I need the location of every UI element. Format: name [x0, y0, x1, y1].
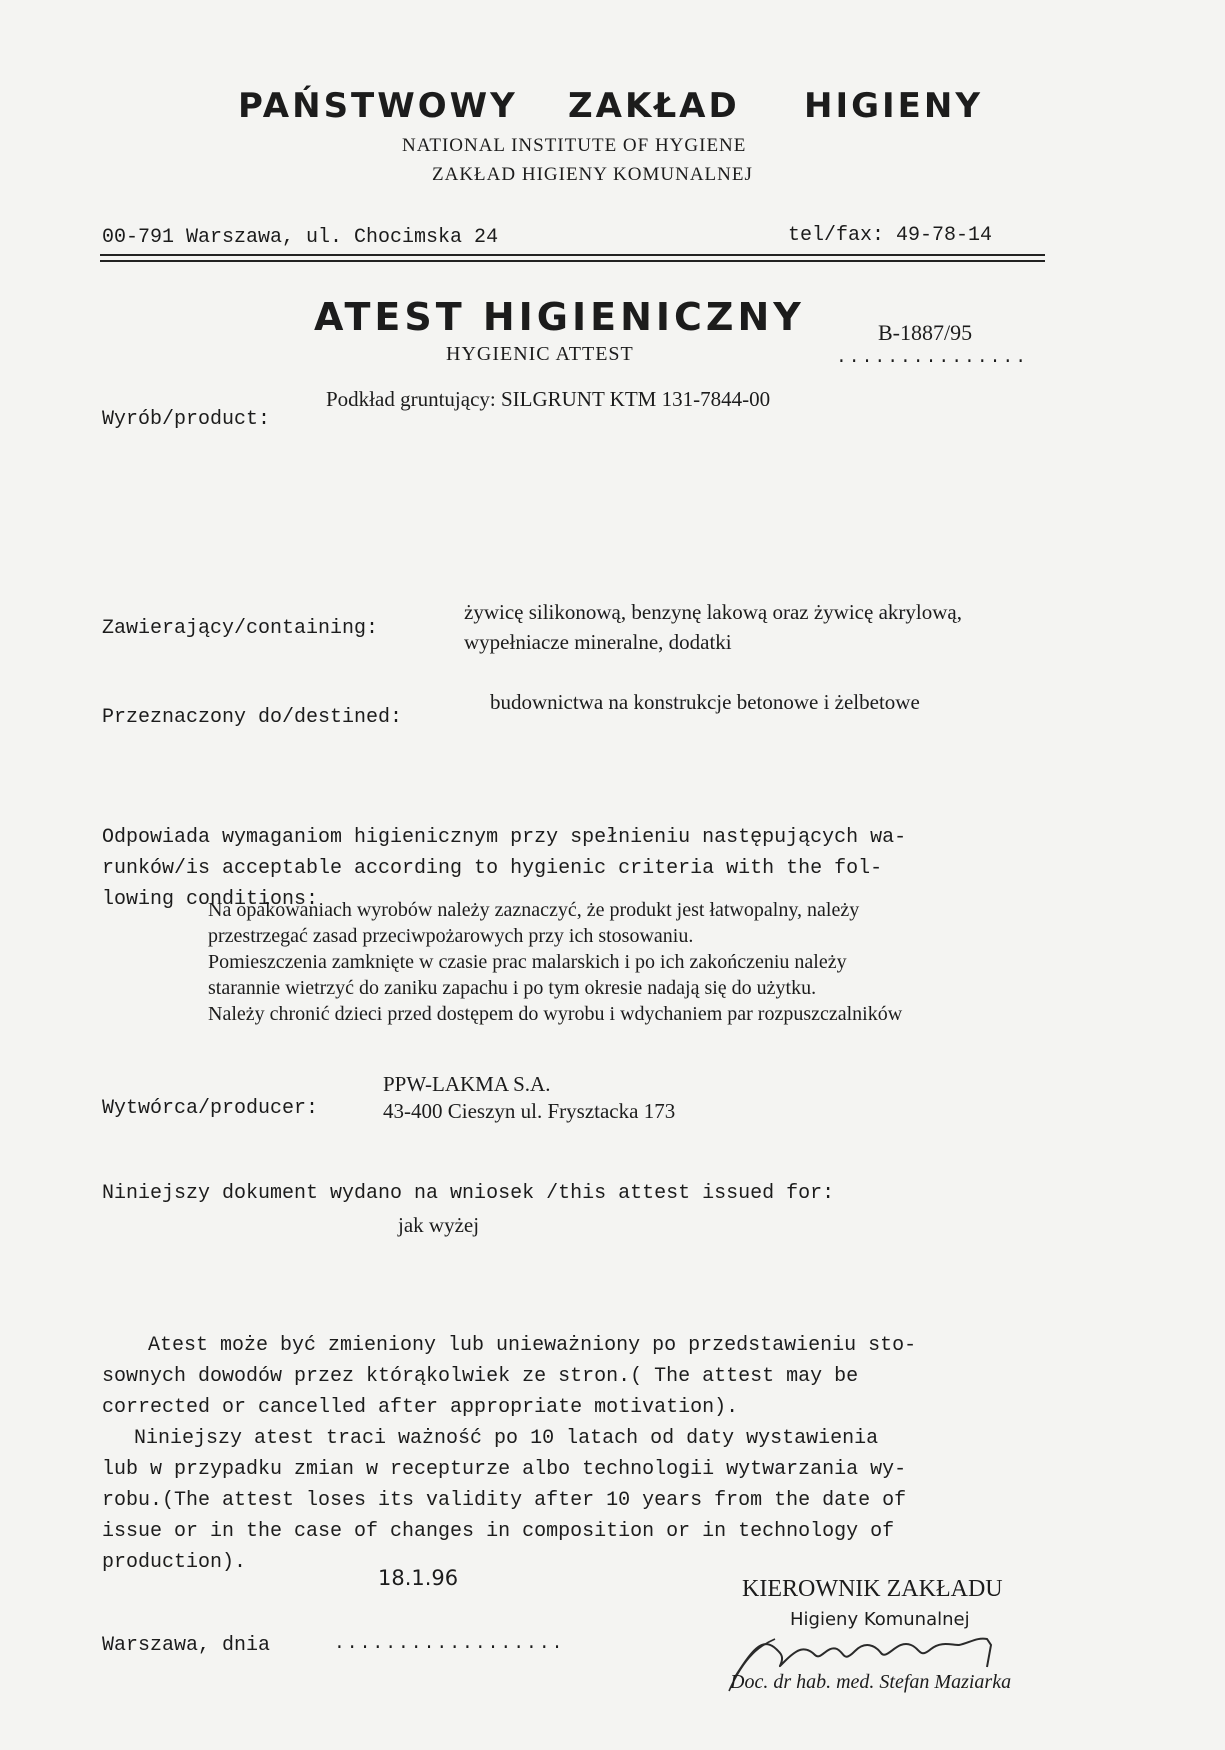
- signatory-name: Doc. dr hab. med. Stefan Maziarka: [730, 1671, 1012, 1693]
- condition-line-2: przestrzegać zasad przeciwpożarowych przy ich stosowaniu.: [208, 925, 694, 947]
- producer-address: 43-400 Cieszyn ul. Frysztacka 173: [383, 1099, 676, 1123]
- note-1-line-3: corrected or cancelled after appropriate motivation).: [102, 1396, 739, 1419]
- issued-for-label: Niniejszy dokument wydano na wniosek /this attest issued for:: [102, 1182, 835, 1205]
- conditions-intro-line-1: Odpowiada wymaganiom higienicznym przy spełnieniu następujących wa-: [102, 826, 907, 849]
- institute-name-part3: HIGIENY: [804, 86, 983, 126]
- producer-name: PPW-LAKMA S.A.: [383, 1072, 551, 1096]
- conditions-intro-line-3: lowing conditions:: [102, 888, 319, 911]
- containing-line-1: żywicę silikonową, benzynę lakową oraz żywicę akrylową,: [464, 600, 962, 624]
- note-2-line-1: Niniejszy atest traci ważność po 10 latach od daty wystawienia: [134, 1427, 879, 1450]
- note-2-line-5: production).: [102, 1551, 247, 1574]
- attest-subtitle: HYGIENIC ATTEST: [446, 343, 634, 365]
- place-date-label: Warszawa, dnia: [102, 1634, 271, 1657]
- institute-phone: tel/fax: 49-78-14: [788, 224, 993, 247]
- attest-number: B-1887/95: [878, 320, 973, 345]
- attest-number-dots: ...............: [836, 348, 1029, 368]
- product-label: Wyrób/product:: [102, 408, 271, 431]
- institute-name-part1: PAŃSTWOWY: [238, 86, 518, 126]
- note-2-line-2: lub w przypadku zmian w recepturze albo technologii wytwarzania wy-: [102, 1458, 907, 1481]
- institute-name-english: NATIONAL INSTITUTE OF HYGIENE: [402, 135, 747, 156]
- issue-date: 18.1.96: [378, 1566, 459, 1590]
- conditions-intro-line-2: runków/is acceptable according to hygienic criteria with the fol-: [102, 857, 883, 880]
- issued-for-value: jak wyżej: [398, 1213, 480, 1237]
- attest-title: ATEST HIGIENICZNY: [314, 295, 805, 339]
- condition-line-1: Na opakowaniach wyrobów należy zaznaczyć, że produkt jest łatwopalny, należy: [208, 899, 860, 921]
- header-rule-top: [100, 254, 1045, 256]
- note-paragraph-1: [102, 1330, 916, 1423]
- department-name: ZAKŁAD HIGIENY KOMUNALNEJ: [432, 164, 753, 185]
- containing-label: Zawierający/containing:: [102, 617, 379, 640]
- institute-name-part2: ZAKŁAD: [568, 86, 740, 126]
- producer-label: Wytwórca/producer:: [102, 1097, 319, 1120]
- conditions-list: [208, 897, 902, 1027]
- header-rule-bottom: [100, 260, 1045, 262]
- condition-line-4: starannie wietrzyć do zaniku zapachu i po tym okresie nadają się do użytku.: [208, 977, 817, 999]
- note-1-line-2: sownych dowodów przez którąkolwiek ze stron.( The attest may be: [102, 1365, 859, 1388]
- note-2-line-3: robu.(The attest loses its validity after 10 years from the date of: [102, 1489, 907, 1512]
- destined-label: Przeznaczony do/destined:: [102, 706, 403, 729]
- place-date-dots: ..................: [334, 1634, 565, 1654]
- condition-line-3: Pomieszczenia zamknięte w czasie prac malarskich i po ich zakończeniu należy: [208, 951, 847, 973]
- note-1-line-1: Atest może być zmieniony lub unieważniony po przedstawieniu sto-: [148, 1334, 917, 1357]
- signatory-department: Higieny Komunalnej: [790, 1609, 970, 1630]
- destined-value: budownictwa na konstrukcje betonowe i żelbetowe: [490, 690, 920, 714]
- product-value: Podkład gruntujący: SILGRUNT KTM 131-7844-00: [326, 387, 771, 411]
- signatory-title: KIEROWNIK ZAKŁADU: [742, 1576, 1003, 1602]
- institute-address: 00-791 Warszawa, ul. Chocimska 24: [102, 226, 499, 249]
- note-2-line-4: issue or in the case of changes in composition or in technology of: [102, 1520, 895, 1543]
- condition-line-5: Należy chronić dzieci przed dostępem do wyrobu i wdychaniem par rozpuszczalników: [208, 1003, 903, 1025]
- note-paragraph-2: [102, 1423, 906, 1578]
- containing-line-2: wypełniacze mineralne, dodatki: [464, 630, 732, 654]
